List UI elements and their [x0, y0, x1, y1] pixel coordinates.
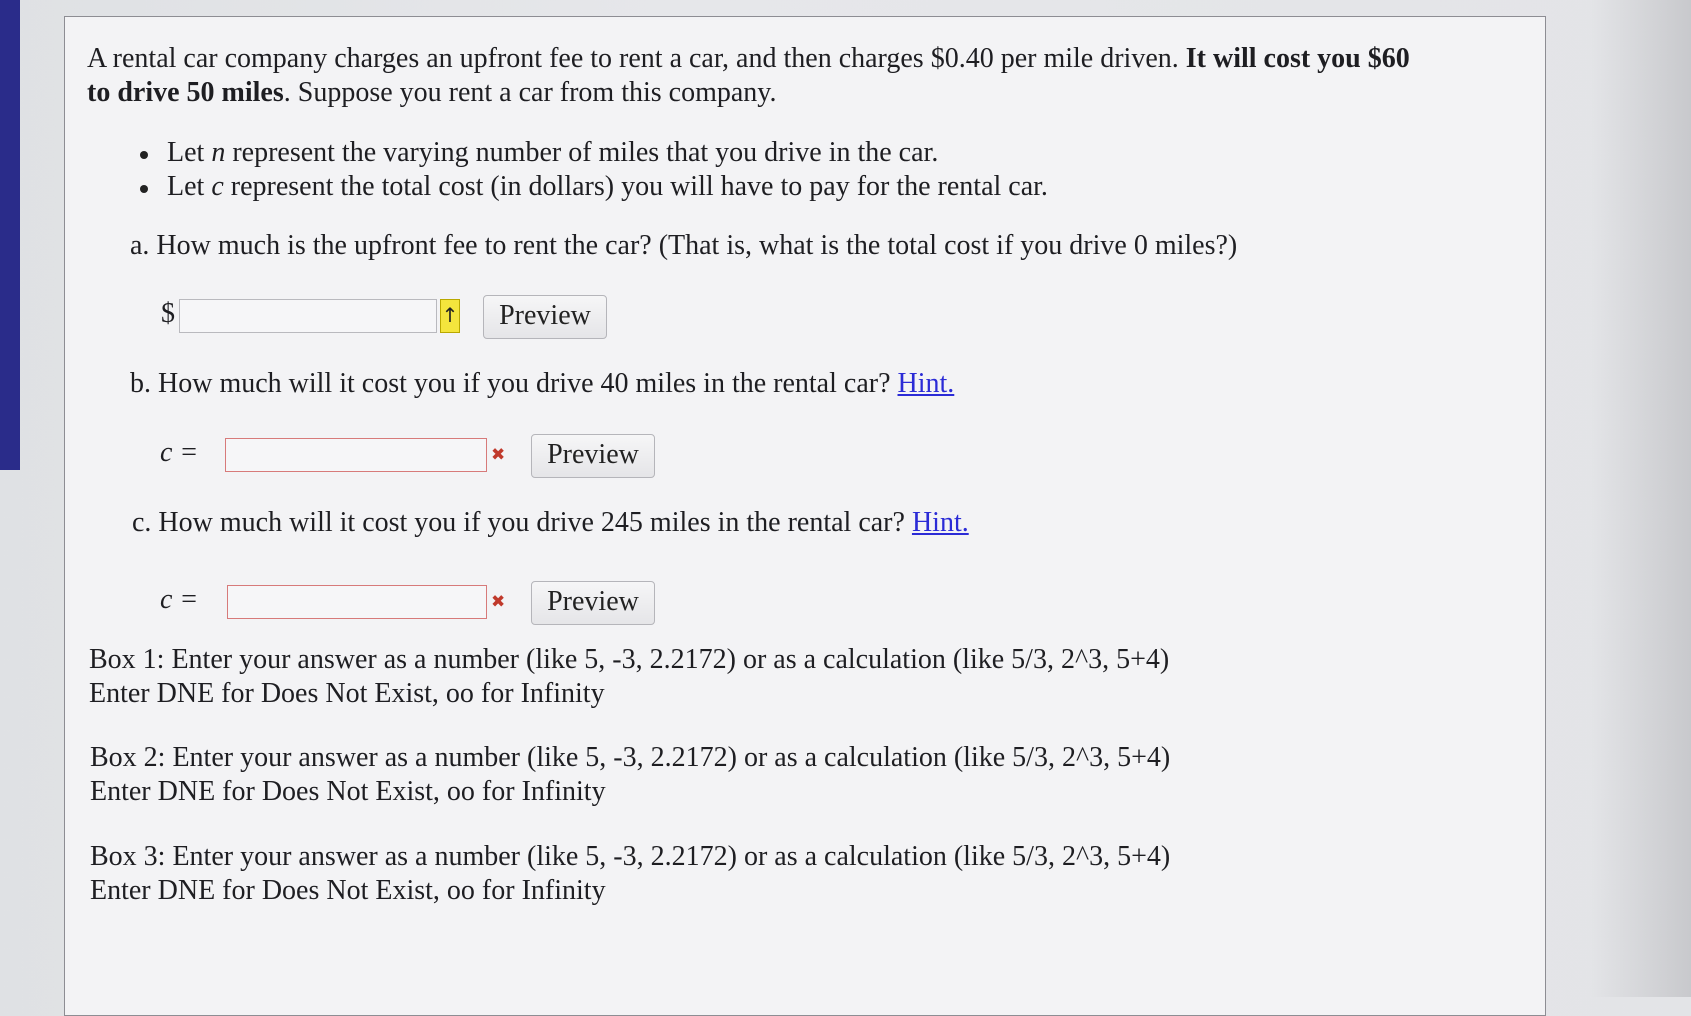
c-equals-label-b: c = — [160, 437, 199, 468]
error-x-icon: ✖ — [491, 592, 506, 612]
bullet-text: Let — [167, 137, 212, 168]
intro-bold-2a: to drive 50 miles — [87, 77, 284, 108]
bullet-dot — [140, 151, 148, 159]
var-c: c — [211, 171, 224, 202]
dollar-prefix: $ — [161, 298, 175, 329]
warning-arrow-icon: ↑ — [440, 299, 460, 333]
bullet-text: Let — [167, 171, 212, 202]
preview-button-c[interactable]: Preview — [531, 581, 655, 625]
preview-button-b[interactable]: Preview — [531, 434, 655, 478]
intro-text-1a: A rental car company charges an upfront fee to rent a car, and then charges $0.40 per mile driven. — [87, 43, 1186, 74]
intro-line-1 — [87, 42, 1410, 76]
box-2-instruction-line-1: Box 2: Enter your answer as a number (like 5, -3, 2.2172) or as a calculation (like 5/3, 2^3, 5+4) — [90, 742, 1171, 773]
c-equals-label-c: c = — [160, 584, 199, 615]
question-c-text — [132, 506, 969, 540]
error-x-icon: ✖ — [491, 445, 506, 465]
intro-bold-1b: It will cost you $60 — [1185, 43, 1410, 74]
question-b-label: b. How much will it cost you if you drive 40 miles in the rental car? — [130, 368, 898, 399]
intro-text-2b: . Suppose you rent a car from this company. — [283, 77, 777, 108]
box-1-instruction-line-1: Box 1: Enter your answer as a number (like 5, -3, 2.2172) or as a calculation (like 5/3, 2^3, 5+4) — [89, 644, 1170, 675]
box-3-instruction-line-1: Box 3: Enter your answer as a number (like 5, -3, 2.2172) or as a calculation (like 5/3, 2^3, 5+4) — [90, 841, 1171, 872]
bullet-c — [167, 170, 1048, 204]
answer-input-a[interactable] — [179, 299, 437, 333]
hint-link-c[interactable]: Hint. — [911, 507, 969, 538]
bullet-text: represent the total cost (in dollars) you will have to pay for the rental car. — [223, 171, 1048, 202]
var-n: n — [211, 137, 226, 168]
intro-line-2 — [87, 76, 776, 110]
box-2-instruction-line-2: Enter DNE for Does Not Exist, oo for Infinity — [90, 776, 606, 807]
bullet-text: represent the varying number of miles that you drive in the car. — [225, 137, 939, 168]
hint-link-b[interactable]: Hint. — [897, 368, 955, 399]
screen-edge-shadow — [1591, 0, 1691, 997]
question-panel — [64, 16, 1546, 1016]
question-b-text — [130, 367, 954, 401]
question-c-label: c. How much will it cost you if you drive 245 miles in the rental car? — [132, 507, 912, 538]
answer-input-c[interactable] — [227, 585, 487, 619]
bullet-dot — [140, 185, 148, 193]
left-accent-bar — [0, 0, 20, 470]
box-1-instruction-line-2: Enter DNE for Does Not Exist, oo for Infinity — [89, 678, 605, 709]
question-a-text: a. How much is the upfront fee to rent the car? (That is, what is the total cost if you drive 0 miles?) — [130, 230, 1238, 261]
bullet-n — [167, 136, 938, 170]
preview-button-a[interactable]: Preview — [483, 295, 607, 339]
answer-input-b[interactable] — [225, 438, 487, 472]
box-3-instruction-line-2: Enter DNE for Does Not Exist, oo for Infinity — [90, 875, 606, 906]
